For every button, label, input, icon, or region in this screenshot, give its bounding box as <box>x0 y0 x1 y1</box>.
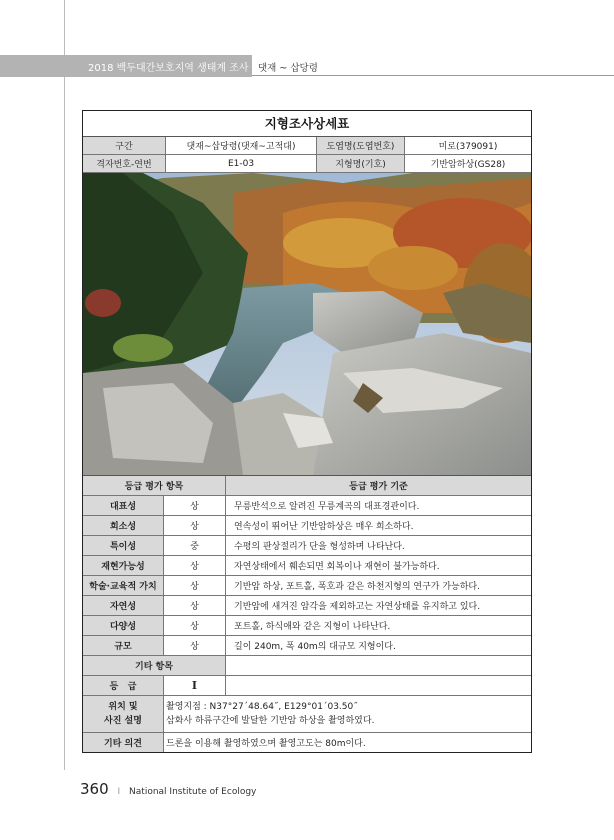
meta-label: 도엽명(도엽번호) <box>317 137 405 154</box>
eval-item-name: 학술·교육적 가치 <box>83 576 164 595</box>
table-title: 지형조사상세표 <box>83 111 531 137</box>
eval-criteria: 포트홀, 하식애와 같은 지형이 나타난다. <box>234 622 391 632</box>
level-label: 등 급 <box>83 676 164 695</box>
eval-grade: 중 <box>164 536 226 555</box>
meta-label: 지형명(기호) <box>317 155 405 172</box>
header-rule <box>252 75 614 76</box>
eval-grade: 상 <box>164 616 226 635</box>
eval-item-name: 특이성 <box>83 536 164 555</box>
location-desc <box>164 696 531 732</box>
opinion-label: 기타 의견 <box>83 733 164 752</box>
level-row <box>83 676 531 696</box>
eval-grade: 상 <box>164 556 226 575</box>
page-number: 360 <box>80 780 109 798</box>
location-label-line2: 사진 설명 <box>104 716 142 726</box>
eval-grade: 상 <box>164 576 226 595</box>
eval-criteria: 기반암 하상, 포트홀, 폭호과 같은 하천지형의 연구가 가능하다. <box>234 582 480 592</box>
meta-label: 구간 <box>83 137 166 154</box>
eval-item-header: 등급 평가 항목 <box>83 476 226 495</box>
organization-name: National Institute of Ecology <box>129 787 257 797</box>
eval-row <box>83 556 531 576</box>
eval-item-name: 재현가능성 <box>83 556 164 575</box>
survey-table <box>82 110 532 753</box>
landscape-photo <box>83 173 531 476</box>
eval-criteria: 연속성이 뛰어난 기반암하상은 매우 희소하다. <box>234 522 414 532</box>
level-grade: Ⅰ <box>164 676 226 695</box>
eval-row <box>83 496 531 516</box>
eval-row <box>83 576 531 596</box>
footer-separator: I <box>117 787 121 797</box>
location-label-line1: 위치 및 <box>108 702 138 712</box>
opinion-value: 드론을 이용해 촬영하였으며 촬영고도는 80m이다. <box>166 739 366 749</box>
eval-item-name: 규모 <box>83 636 164 655</box>
eval-criteria: 무릉반석으로 알려진 무릉계곡의 대표경관이다. <box>234 502 420 512</box>
page-header <box>0 55 614 77</box>
eval-criteria-header: 등급 평가 기준 <box>226 476 531 495</box>
section-title: 댓재 ~ 삽당령 <box>258 63 318 74</box>
eval-row <box>83 596 531 616</box>
evaluation-header <box>83 476 531 496</box>
eval-criteria: 기반암에 새겨진 암각을 제외하고는 자연상태를 유지하고 있다. <box>234 602 481 612</box>
meta-value: 기반암하상(GS28) <box>430 160 506 170</box>
page-margin-line <box>64 0 65 770</box>
eval-grade: 상 <box>164 636 226 655</box>
level-value <box>226 676 531 695</box>
eval-grade: 상 <box>164 496 226 515</box>
meta-value: 댓재~삽당령(댓재~고적대) <box>166 137 317 154</box>
other-items-value <box>226 656 531 675</box>
eval-criteria: 자연상태에서 훼손되면 회복이나 재현이 불가능하다. <box>234 562 440 572</box>
eval-grade: 상 <box>164 596 226 615</box>
meta-label: 격자번호-연번 <box>83 155 166 172</box>
meta-value: 미로(379091) <box>438 142 498 152</box>
eval-row <box>83 636 531 656</box>
report-title: 2018 백두대간보호지역 생태계 조사 <box>88 63 249 74</box>
eval-item-name: 희소성 <box>83 516 164 535</box>
location-label <box>83 696 164 732</box>
eval-item-name: 다양성 <box>83 616 164 635</box>
photo-coordinates: 촬영지점 : N37°27´48.64˝, E129°01´03.50˝ <box>166 702 358 712</box>
meta-row <box>83 155 531 173</box>
photo-description: 삼화사 하류구간에 발달한 기반암 하상을 촬영하였다. <box>166 716 375 726</box>
page-footer <box>80 780 256 798</box>
eval-row <box>83 616 531 636</box>
eval-criteria: 길이 240m, 폭 40m의 대규모 지형이다. <box>234 642 396 652</box>
eval-grade: 상 <box>164 516 226 535</box>
eval-row <box>83 516 531 536</box>
eval-criteria: 수평의 판상절리가 단을 형성하며 나타난다. <box>234 542 405 552</box>
meta-value: E1-03 <box>166 155 317 172</box>
valley-photo-illustration <box>83 173 531 475</box>
location-row <box>83 696 531 733</box>
other-items-label: 기타 항목 <box>83 656 226 675</box>
header-title-bar <box>0 55 252 77</box>
eval-item-name: 자연성 <box>83 596 164 615</box>
eval-item-name: 대표성 <box>83 496 164 515</box>
other-items-row <box>83 656 531 676</box>
eval-row <box>83 536 531 556</box>
meta-row <box>83 137 531 155</box>
opinion-row <box>83 733 531 752</box>
